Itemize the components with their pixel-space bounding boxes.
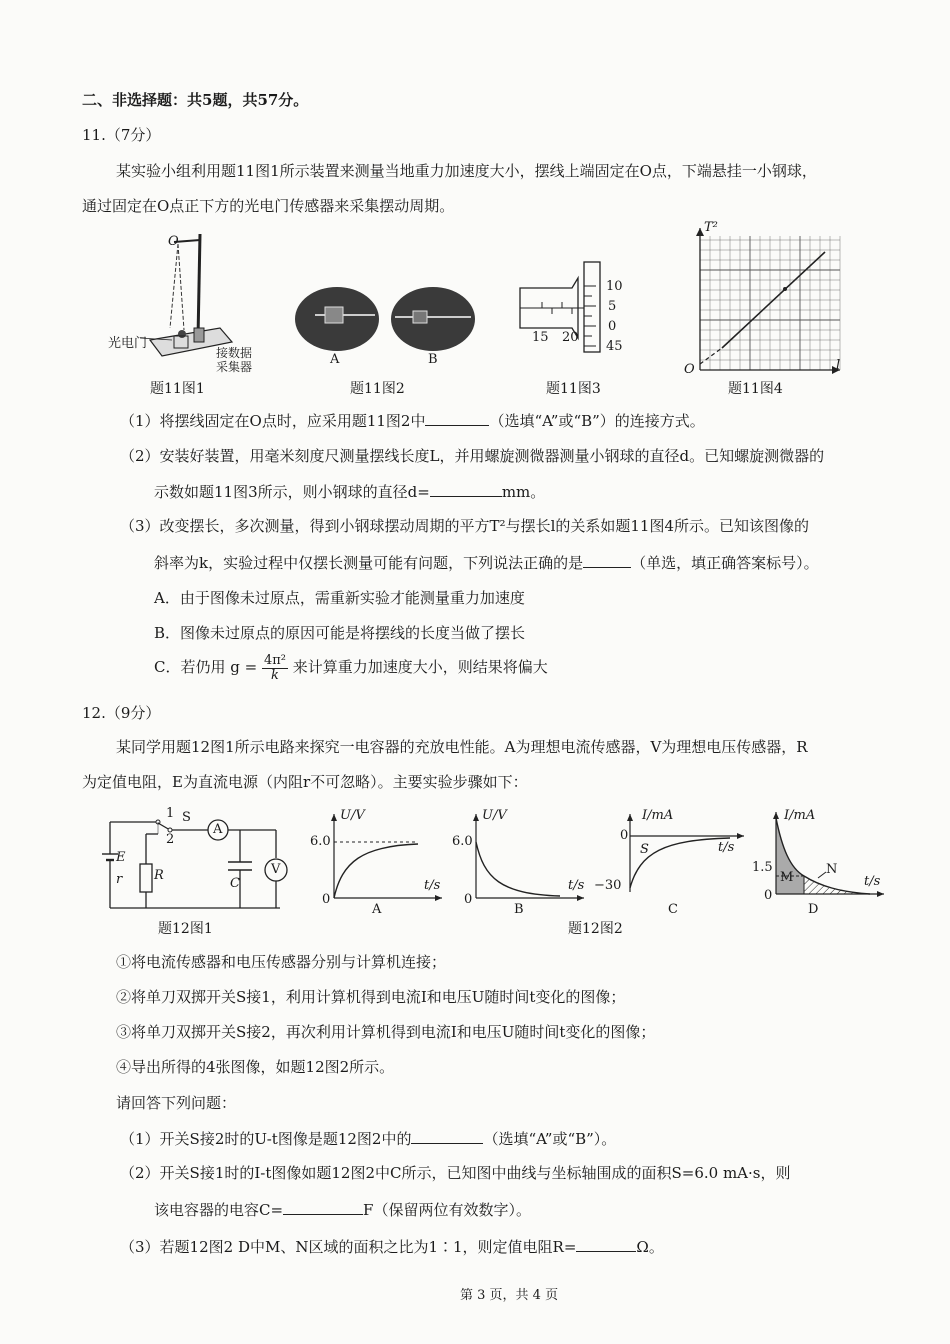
q12-circuit-caption: 题12图1 [158,921,213,937]
q12-graph-a-y-tick: 6.0 [310,834,331,849]
q12-graph-d-origin: 0 [764,888,773,903]
q12-graph-a-label: A [372,902,382,917]
q12-graph-d-label: D [808,902,819,917]
q11-fig3-thimble-45: 45 [606,339,623,354]
q12-graph-a-y-label: U/V [340,808,365,823]
q11-fig3-caption: 题11图3 [546,381,601,397]
q11-option-c-den: k [271,667,279,683]
q12-circuit-r-int: r [116,872,123,887]
q11-p1-answer-blank[interactable] [425,410,489,426]
q12-step-2: ②将单刀双掷开关S接1，利用计算机得到电流I和电压U随时间t变化的图像； [116,988,626,1006]
q11-fig3-thimble-0: 0 [608,319,617,334]
q12-graph-b-y-label: U/V [482,808,507,823]
q11-number: 11.（7分） [82,126,161,144]
q11-fig4-graph [680,222,850,382]
q11-p2-post: mm。 [501,483,546,501]
q12-circuit-c: C [230,876,240,891]
q12-step-1: ①将电流传感器和电压传感器分别与计算机连接； [116,953,447,971]
q11-p3-pre: 斜率为k，实验过程中仅摆长测量可能有问题，下列说法正确的是 [154,554,584,572]
q11-p2-pre: 示数如题11图3所示，则小钢球的直径d= [154,483,430,501]
q12-circuit-s: S [182,810,191,825]
q11-p1 [120,410,705,431]
q12-intro-line1: 某同学用题12图1所示电路来探究一电容器的充放电性能。A为理想电流传感器，V为理想电压传感器，R [116,738,808,756]
q11-intro-line1: 某实验小组利用题11图1所示装置来测量当地重力加速度大小，摆线上端固定在O点，下端悬挂一小钢球， [116,162,817,180]
q12-circuit-n2: 2 [166,832,175,847]
q12-p2-answer-blank[interactable] [283,1199,363,1215]
q11-fig1-label-collector-2: 采集器 [216,360,253,374]
q11-intro-line2: 通过固定在O点正下方的光电门传感器来采集摆动周期。 [82,197,455,215]
q12-graph-c-y-label: I/mA [642,808,674,823]
q11-option-c-pre: C．若仍用 g = [154,658,258,676]
q11-fig2-caption: 题11图2 [350,381,405,397]
q12-graph-c-area: S [640,842,649,857]
q11-p2-line2 [154,481,545,502]
q12-circuit-e: E [116,850,126,865]
q11-option-c [154,652,548,683]
q12-graph-b-label: B [514,902,524,917]
q12-number: 12.（9分） [82,704,161,722]
q12-graphs-caption: 题12图2 [568,921,623,937]
q12-p3-post: Ω。 [636,1238,664,1256]
q11-fig3-thimble-10: 10 [606,279,623,294]
section-heading: 二、非选择题：共5题，共57分。 [82,91,309,109]
q11-fig1-label-gate: 光电门 [108,336,148,351]
q12-p1-pre: （1）开关S接2时的U-t图像是题12图2中的 [120,1130,412,1148]
q12-graph-d [760,808,890,908]
q11-p3-post: （单选，填正确答案标号）。 [631,554,819,572]
q11-fig3-scale-15: 15 [532,330,549,345]
q11-option-c-num: 4π² [263,652,286,668]
q12-p2-line2 [154,1199,531,1220]
q11-fig1-label-o: O [168,234,179,249]
q12-graph-d-region-n: N [826,862,838,877]
q11-fig2-label-a: A [330,352,340,367]
q12-p1-answer-blank[interactable] [411,1128,483,1144]
q11-p2-line1: （2）安装好装置，用毫米刻度尺测量摆线长度L，并用螺旋测微器测量小钢球的直径d。已知螺旋测微器的 [120,447,825,465]
q12-p2-line1: （2）开关S接1时的I-t图像如题12图2中C所示，已知图中曲线与坐标轴围成的面积S=6.0 mA·s，则 [120,1164,791,1182]
q12-graph-c-origin: 0 [620,828,629,843]
q11-option-a: A．由于图像未过原点，需重新实验才能测量重力加速度 [154,589,525,607]
q11-option-c-fraction [262,654,288,683]
q12-p1-post: （选填“A”或“B”）。 [483,1130,617,1148]
q12-graph-b-y-tick: 6.0 [452,834,473,849]
q12-graph-b [460,808,590,908]
q12-circuit-a: A [213,822,223,837]
q12-circuit [100,808,300,918]
q12-graph-b-origin: 0 [464,892,473,907]
q11-fig2-photos [295,285,475,355]
q12-p3-pre: （3）若题12图2 D中M、N区域的面积之比为1∶1，则定值电阻R= [120,1238,577,1256]
q12-p3-answer-blank[interactable] [576,1236,636,1252]
q11-fig4-y-label: T² [704,220,718,235]
q11-p3-line1: （3）改变摆长，多次测量，得到小钢球摆动周期的平方T²与摆长l的关系如题11图4所示。已知该图像的 [120,517,809,535]
q11-fig4-caption: 题11图4 [728,381,783,397]
q12-graph-c-x-label: t/s [718,840,735,855]
q11-p1-post: （选填“A”或“B”）的连接方式。 [489,412,705,430]
q12-intro-line2: 为定值电阻，E为直流电源（内阻r不可忽略）。主要实验步骤如下： [82,773,528,791]
q12-circuit-r: R [154,868,164,883]
q11-fig3-thimble-5: 5 [608,299,617,314]
q12-graph-a-origin: 0 [322,892,331,907]
q12-step-4: ④导出所得的4张图像，如题12图2所示。 [116,1058,395,1076]
q12-graph-d-region-m: M [780,870,794,885]
q12-ask: 请回答下列问题： [116,1094,237,1112]
q12-p2-pre: 该电容器的电容C= [154,1201,284,1219]
q11-fig4-x-label: l [836,358,841,373]
q11-fig4-origin: O [684,362,695,377]
q12-graph-b-x-label: t/s [568,878,585,893]
q11-p1-pre: （1）将摆线固定在O点时，应采用题11图2中 [120,412,426,430]
q11-p3-answer-blank[interactable] [583,552,631,568]
q12-circuit-v: V [271,862,281,877]
q12-graph-d-x-label: t/s [864,874,881,889]
q11-option-b: B．图像未过原点的原因可能是将摆线的长度当做了摆长 [154,624,526,642]
q12-circuit-n1: 1 [166,806,175,821]
q12-p3 [120,1236,664,1257]
page-footer: 第 3 页，共 4 页 [460,1288,559,1303]
q11-p2-answer-blank[interactable] [430,481,502,497]
q11-p3-line2 [154,552,819,573]
q11-fig3-scale-20: 20 [562,330,579,345]
q12-graph-c-label: C [668,902,678,917]
q12-graph-d-y-tick: 1.5 [752,860,773,875]
q12-graph-c-y-tick: −30 [594,878,622,893]
q12-graph-a [318,808,448,908]
q11-fig1-label-collector-1: 接数据 [216,346,253,360]
q11-option-c-post: 来计算重力加速度大小，则结果将偏大 [292,658,548,676]
q12-step-3: ③将单刀双掷开关S接2，再次利用计算机得到电流I和电压U随时间t变化的图像； [116,1023,656,1041]
q12-graph-a-x-label: t/s [424,878,441,893]
q12-p1 [120,1128,616,1149]
q12-graph-d-y-label: I/mA [784,808,816,823]
q11-fig1-caption: 题11图1 [150,381,205,397]
q11-fig2-label-b: B [428,352,438,367]
q12-p2-post: F（保留两位有效数字）。 [363,1201,531,1219]
